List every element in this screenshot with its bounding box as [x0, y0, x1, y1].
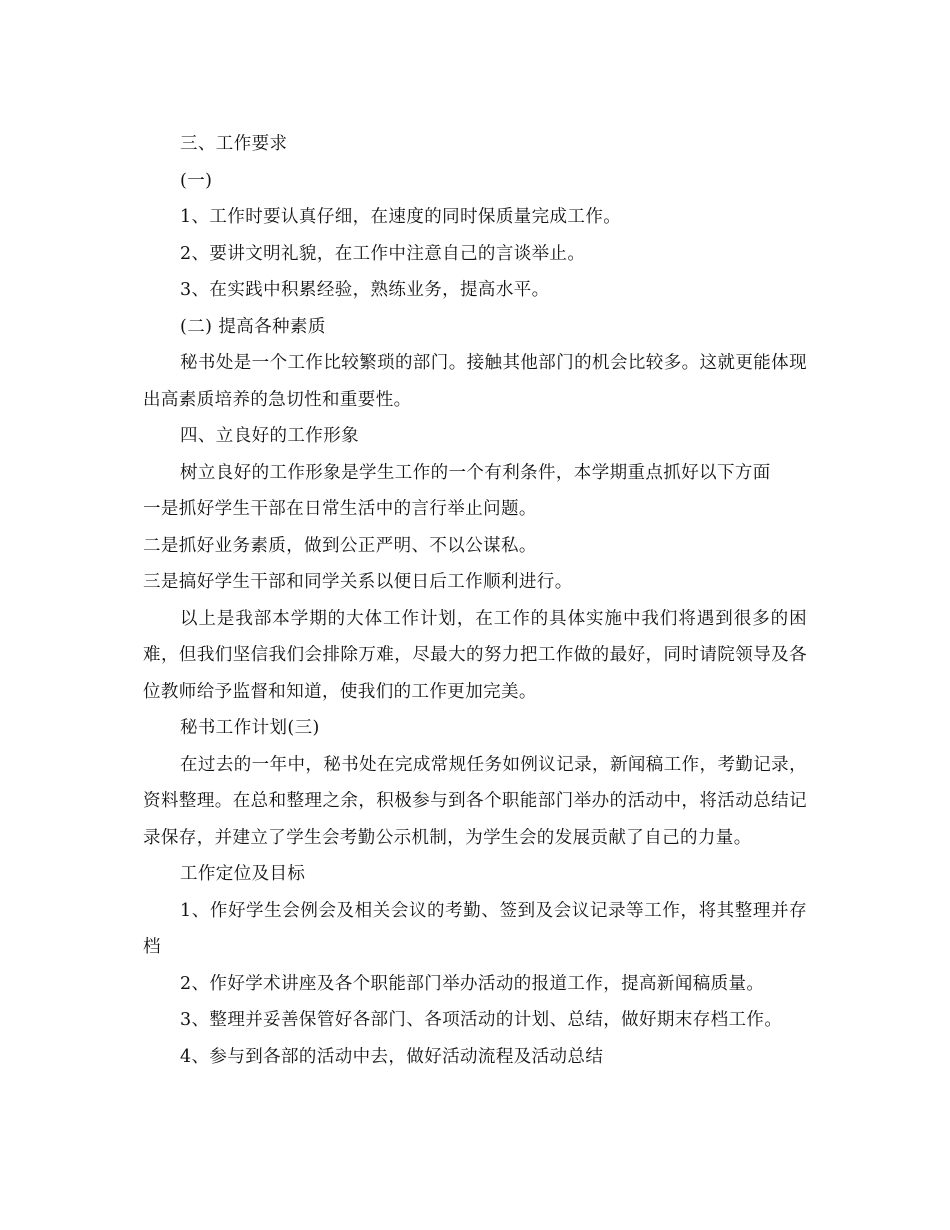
list-item: 2、作好学术讲座及各个职能部门举办活动的报道工作，提高新闻稿质量。 [180, 973, 765, 994]
list-item: 2、要讲文明礼貌，在工作中注意自己的言谈举止。 [180, 243, 586, 264]
paragraph: 以上是我部本学期的大体工作计划，在工作的具体实施中我们将遇到很多的困难，但我们坚信我们会排除万难，尽最大的努力把工作做的最好，同时请院领导及各位教师给予监督和知道，使我们的工作更加完美。 [143, 608, 807, 702]
list-item: 3、整理并妥善保管好各部门、各项活动的计划、总结，做好期末存档工作。 [180, 1010, 783, 1030]
section-heading-positioning-goals: 工作定位及目标 [180, 864, 306, 884]
section-heading-work-image: 四、立良好的工作形象 [180, 426, 359, 446]
document-subtitle: 秘书工作计划(三) [180, 718, 320, 738]
section-heading-work-requirements: 三、工作要求 [180, 134, 288, 154]
subsection-label-one: (一) [180, 170, 213, 191]
list-item: 1、工作时要认真仔细，在速度的同时保质量完成工作。 [180, 207, 622, 227]
list-item: 二是抓好业务素质，做到公正严明、不以公谋私。 [143, 535, 537, 556]
paragraph: 在过去的一年中，秘书处在完成常规任务如例议记录，新闻稿工作，考勤记录，资料整理。在总和整理之余，积极参与到各个职能部门举办的活动中，将活动总结记录保存，并建立了学生会考勤公示机制，为学生会的发展贡献了自己的力量。 [143, 754, 807, 848]
list-item: 1、作好学生会例会及相关会议的考勤、签到及会议记录等工作，将其整理并存档 [143, 900, 807, 957]
paragraph: 树立良好的工作形象是学生工作的一个有利条件，本学期重点抓好以下方面 [180, 462, 771, 483]
subsection-heading-qualities: (二) 提高各种素质 [180, 316, 326, 337]
list-item: 一是抓好学生干部在日常生活中的言行举止问题。 [143, 499, 537, 519]
list-item: 三是搞好学生干部和同学关系以便日后工作顺利进行。 [143, 572, 573, 592]
list-item: 3、在实践中积累经验，熟练业务，提高水平。 [180, 280, 550, 300]
document-body [143, 126, 807, 1075]
list-item: 4、参与到各部的活动中去，做好活动流程及活动总结 [180, 1046, 604, 1067]
paragraph: 秘书处是一个工作比较繁琐的部门。接触其他部门的机会比较多。这就更能体现出高素质培养的急切性和重要性。 [143, 353, 807, 410]
